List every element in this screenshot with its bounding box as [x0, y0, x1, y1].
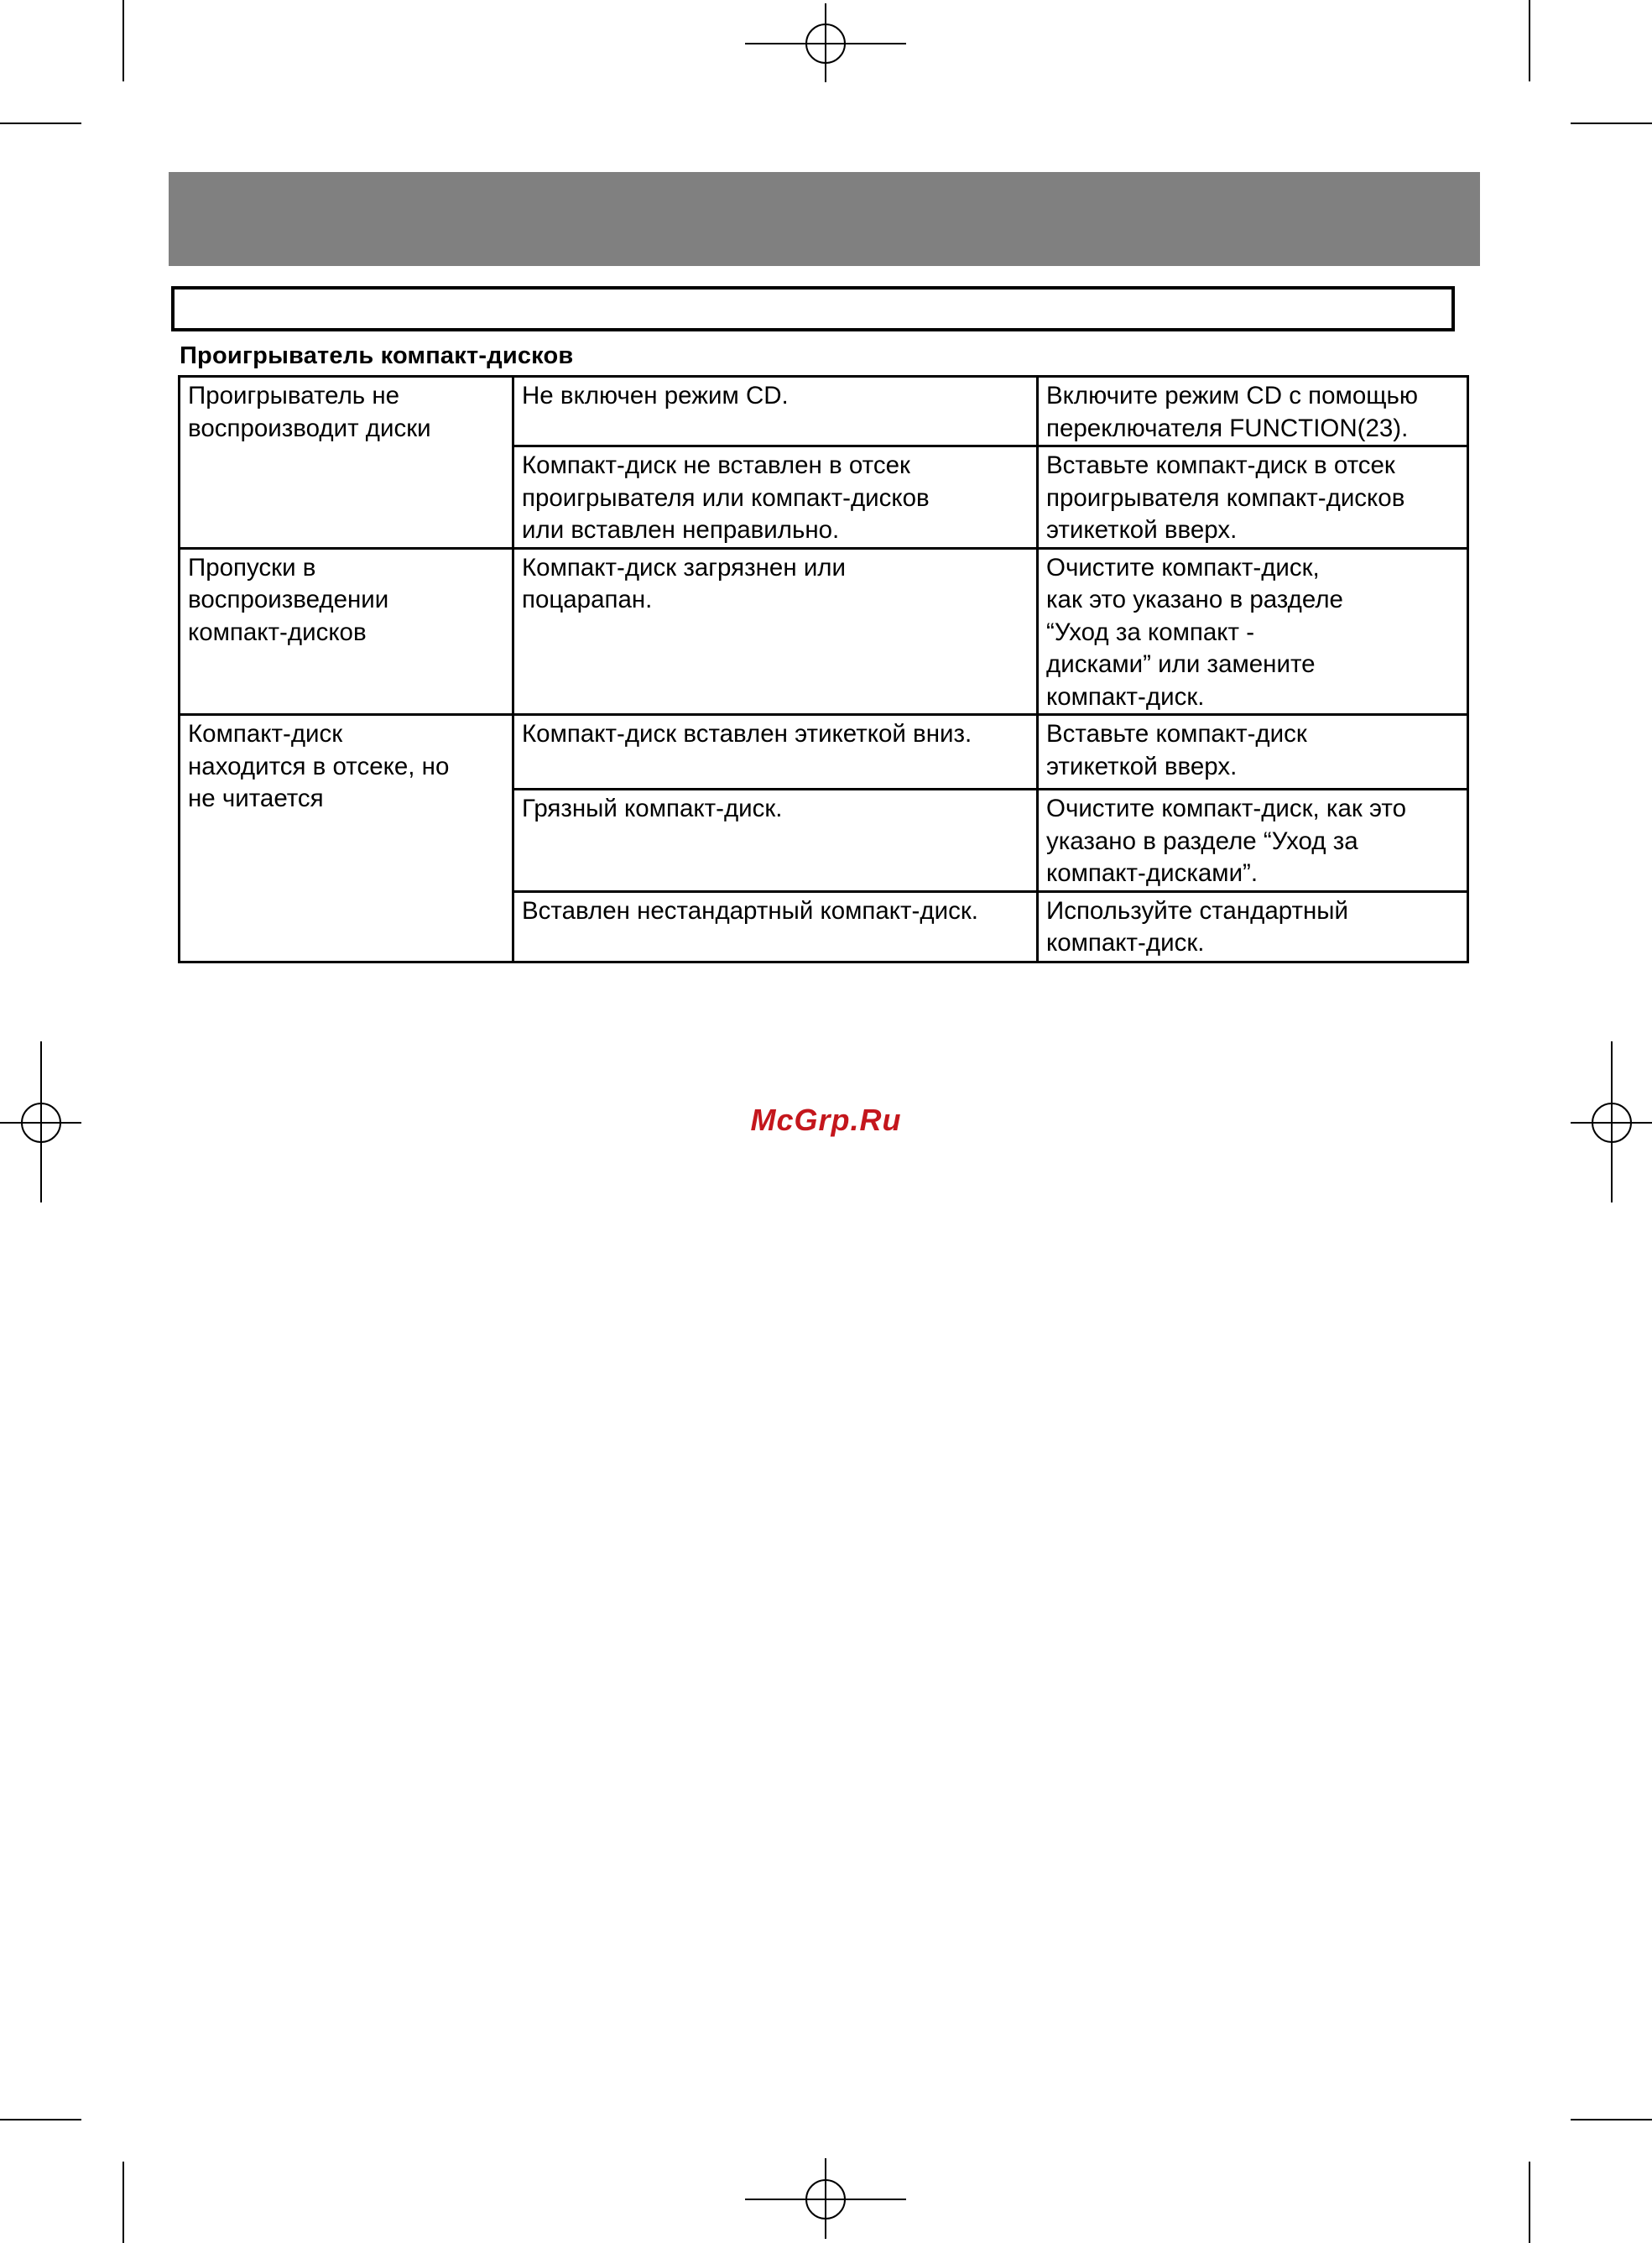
symptom-cell: Проигрыватель не воспроизводит диски — [180, 377, 513, 549]
table-row — [180, 377, 1468, 446]
crop-mark — [1529, 0, 1530, 81]
remedy-cell: Вставьте компакт-диск этикеткой вверх. — [1038, 715, 1468, 790]
cause-cell: Компакт-диск не вставлен в отсек проигрывателя или компакт-дисков или вставлен неправильно. — [513, 446, 1038, 549]
remedy-cell: Очистите компакт-диск, как это указано в разделе “Уход за компакт - дисками” или замените компакт-диск. — [1038, 548, 1468, 715]
crop-mark — [1571, 123, 1652, 124]
crop-mark — [1571, 2119, 1652, 2120]
crop-mark — [122, 0, 124, 81]
remedy-cell: Вставьте компакт-диск в отсек проигрывателя компакт-дисков этикеткой вверх. — [1038, 446, 1468, 549]
remedy-cell: Очистите компакт-диск, как это указано в разделе “Уход за компакт-дисками”. — [1038, 790, 1468, 892]
cause-cell: Не включен режим CD. — [513, 377, 1038, 446]
crop-mark — [0, 2119, 81, 2120]
crop-mark — [0, 123, 81, 124]
symptom-cell: Пропуски в воспроизведении компакт-дисков — [180, 548, 513, 715]
troubleshooting-table — [178, 375, 1469, 963]
crop-mark — [1529, 2162, 1530, 2243]
registration-circle — [805, 23, 846, 64]
table-row — [180, 715, 1468, 790]
registration-circle — [805, 2179, 846, 2220]
crop-mark — [122, 2162, 124, 2243]
watermark: McGrp.Ru — [750, 1103, 902, 1137]
remedy-cell: Используйте стандартный компакт-диск. — [1038, 891, 1468, 962]
remedy-cell: Включите режим CD с помощью переключателя FUNCTION(23). — [1038, 377, 1468, 446]
header-band — [169, 172, 1480, 266]
section-title: Проигрыватель компакт-дисков — [180, 342, 574, 369]
header-box — [171, 286, 1455, 331]
symptom-cell: Компакт-диск находится в отсеке, но не читается — [180, 715, 513, 962]
cause-cell: Грязный компакт-диск. — [513, 790, 1038, 892]
cause-cell: Компакт-диск загрязнен или поцарапан. — [513, 548, 1038, 715]
cause-cell: Компакт-диск вставлен этикеткой вниз. — [513, 715, 1038, 790]
cause-cell: Вставлен нестандартный компакт-диск. — [513, 891, 1038, 962]
table-row — [180, 548, 1468, 715]
